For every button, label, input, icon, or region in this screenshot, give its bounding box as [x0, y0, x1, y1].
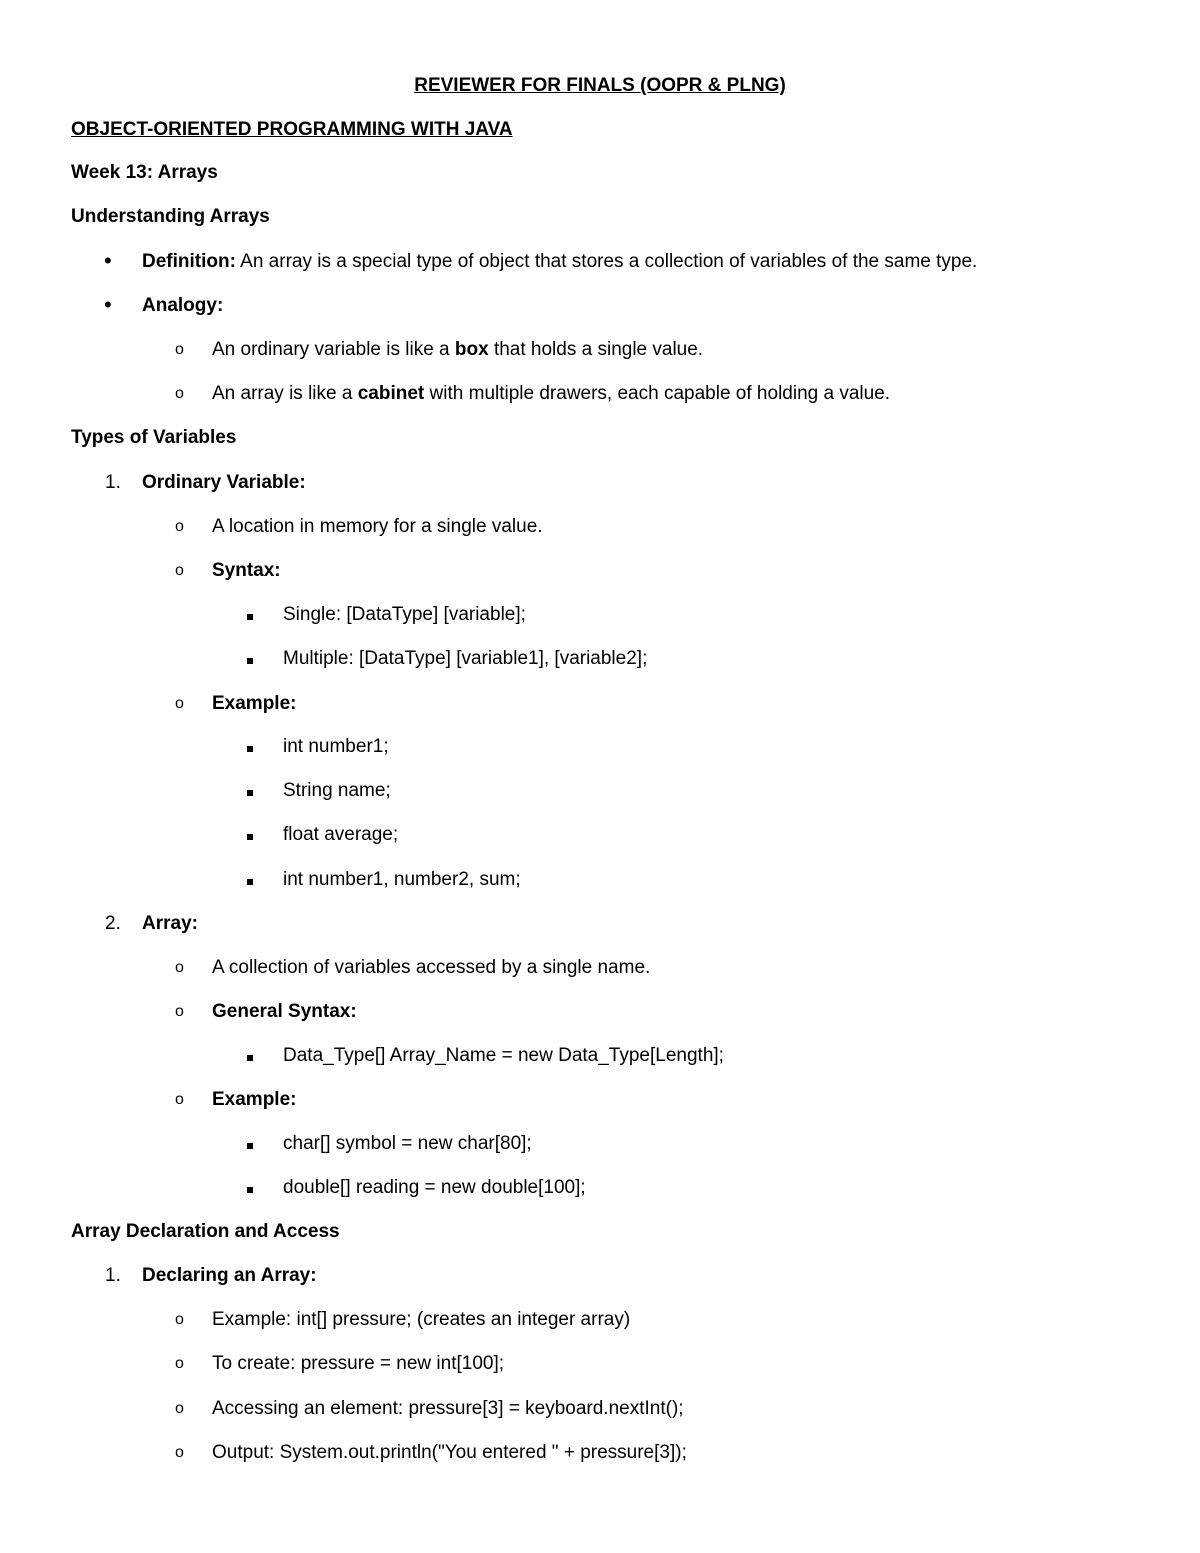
- declaration-item: Output: System.out.println("You entered " + pressure[3]);: [212, 1442, 687, 1463]
- square-bullet-icon: [247, 868, 253, 892]
- bullet-icon: •: [104, 292, 112, 317]
- list-number: 2.: [105, 913, 121, 934]
- circle-bullet-icon: o: [175, 959, 184, 976]
- definition-item: [142, 250, 977, 274]
- array-example-item: char[] symbol = new char[80];: [283, 1133, 532, 1154]
- array-example-label: Example:: [212, 1089, 297, 1110]
- syntax-single: Single: [DataType] [variable];: [283, 604, 526, 625]
- example-item: String name;: [283, 780, 391, 801]
- general-syntax-label: General Syntax:: [212, 1001, 357, 1022]
- square-bullet-icon: [247, 603, 253, 627]
- square-bullet-icon: [247, 779, 253, 803]
- declaration-item: To create: pressure = new int[100];: [212, 1353, 505, 1374]
- circle-bullet-icon: o: [175, 518, 184, 535]
- example-item: int number1;: [283, 736, 389, 757]
- array-label: Array:: [142, 913, 198, 934]
- circle-bullet-icon: o: [175, 1444, 184, 1461]
- circle-bullet-icon: o: [175, 1091, 184, 1108]
- ordinary-variable-label: Ordinary Variable:: [142, 472, 306, 493]
- definition-label: Definition:: [142, 251, 236, 272]
- analogy-bold: box: [454, 339, 489, 360]
- square-bullet-icon: [247, 1176, 253, 1200]
- subject-heading: OBJECT-ORIENTED PROGRAMMING WITH JAVA: [71, 119, 513, 140]
- square-bullet-icon: [247, 647, 253, 671]
- circle-bullet-icon: o: [175, 385, 184, 402]
- circle-bullet-icon: o: [175, 562, 184, 579]
- list-number: 1.: [105, 472, 121, 493]
- declaring-array-label: Declaring an Array:: [142, 1265, 317, 1286]
- analogy-label: Analogy:: [142, 295, 224, 316]
- general-syntax: Data_Type[] Array_Name = new Data_Type[Length];: [283, 1045, 724, 1066]
- circle-bullet-icon: o: [175, 341, 184, 358]
- definition-text: An array is a special type of object that stores a collection of variables of the same type.: [235, 251, 978, 272]
- circle-bullet-icon: o: [175, 1003, 184, 1020]
- syntax-label: Syntax:: [212, 560, 281, 581]
- analogy-item-cabinet: [212, 382, 890, 406]
- square-bullet-icon: [247, 735, 253, 759]
- analogy-text: that holds a single value.: [488, 339, 704, 360]
- bullet-icon: •: [104, 248, 112, 273]
- square-bullet-icon: [247, 1132, 253, 1156]
- square-bullet-icon: [247, 823, 253, 847]
- circle-bullet-icon: o: [175, 1311, 184, 1328]
- analogy-item-box: [212, 338, 703, 362]
- understanding-arrays-heading: Understanding Arrays: [71, 206, 270, 227]
- square-bullet-icon: [247, 1044, 253, 1068]
- declaration-item: Accessing an element: pressure[3] = keyboard.nextInt();: [212, 1398, 684, 1419]
- array-example-item: double[] reading = new double[100];: [283, 1177, 586, 1198]
- syntax-multiple: Multiple: [DataType] [variable1], [variable2];: [283, 648, 648, 669]
- circle-bullet-icon: o: [175, 1355, 184, 1372]
- declaration-item: Example: int[] pressure; (creates an integer array): [212, 1309, 631, 1330]
- list-number: 1.: [105, 1265, 121, 1286]
- analogy-bold: cabinet: [357, 383, 425, 404]
- circle-bullet-icon: o: [175, 695, 184, 712]
- analogy-text: An ordinary variable is like a: [212, 339, 455, 360]
- document-title: REVIEWER FOR FINALS (OOPR & PLNG): [414, 75, 786, 96]
- example-label: Example:: [212, 693, 297, 714]
- array-desc: A collection of variables accessed by a single name.: [212, 957, 651, 978]
- types-of-variables-heading: Types of Variables: [71, 427, 237, 448]
- array-declaration-heading: Array Declaration and Access: [71, 1221, 340, 1242]
- analogy-text: with multiple drawers, each capable of holding a value.: [424, 383, 891, 404]
- ordinary-variable-desc: A location in memory for a single value.: [212, 516, 543, 537]
- week-heading: Week 13: Arrays: [71, 162, 218, 183]
- analogy-text: An array is like a: [212, 383, 358, 404]
- example-item: float average;: [283, 824, 399, 845]
- circle-bullet-icon: o: [175, 1400, 184, 1417]
- example-item: int number1, number2, sum;: [283, 869, 521, 890]
